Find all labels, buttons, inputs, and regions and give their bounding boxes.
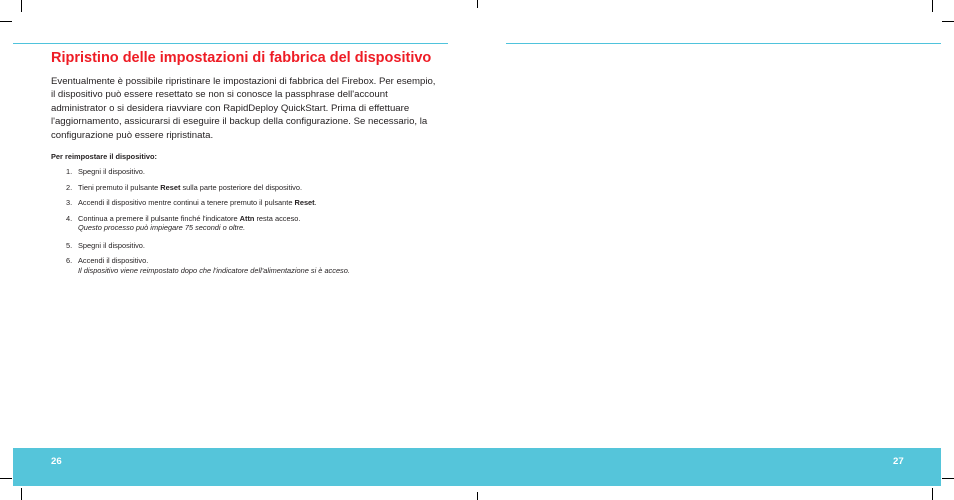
step-note: Questo processo può impiegare 75 secondi o oltre. (78, 223, 246, 233)
crop-mark (942, 478, 954, 479)
step-number: 5. (66, 240, 73, 250)
step-emphasis: Reset (294, 198, 315, 208)
step-note: Il dispositivo viene reimpostato dopo che l'indicatore dell'alimentazione si è acceso. (78, 265, 350, 275)
step-text: Accendi il dispositivo mentre continui a tenere premuto il pulsante (78, 198, 295, 208)
step-4 (51, 214, 436, 233)
step-number: 1. (66, 167, 73, 177)
right-page-number: 27 (893, 456, 904, 467)
step-5 (51, 241, 436, 251)
step-text-end: . (314, 198, 317, 208)
step-text: Spegni il dispositivo. (78, 167, 145, 177)
crop-mark (21, 0, 22, 12)
right-page-top-rule (506, 43, 941, 44)
step-emphasis: Reset (160, 182, 181, 192)
step-2 (51, 183, 436, 193)
left-page-top-rule (13, 43, 448, 44)
steps-list (51, 167, 436, 275)
intro-paragraph: Eventualmente è possibile ripristinare le impostazioni di fabbrica del Firebox. Per esempio, il dispositivo può essere resettato se non si conosce la passphrase dell'account administrator o si desidera riavviare con RapidDeploy QuickStart. Prima di effettuare l'aggiornamento, assicurarsi di eseguire il backup della configurazione. Se necessario, la configurazione può essere ripristinata. (51, 76, 436, 141)
crop-mark (0, 478, 12, 479)
step-text-end: sulla parte posteriore del dispositivo. (180, 182, 303, 192)
step-text: Tieni premuto il pulsante (78, 182, 161, 192)
step-number: 2. (66, 182, 73, 192)
step-text-end: resta acceso. (254, 213, 301, 223)
step-text: Spegni il dispositivo. (78, 240, 145, 250)
crop-mark (932, 0, 933, 12)
step-emphasis: Attn (239, 213, 255, 223)
steps-heading: Per reimpostare il dispositivo: (51, 152, 157, 162)
crop-mark (942, 21, 954, 22)
step-number: 6. (66, 256, 73, 266)
step-number: 3. (66, 198, 73, 208)
step-text: Continua a premere il pulsante finché l'indicatore (78, 213, 240, 223)
crop-mark (932, 488, 933, 500)
crop-mark (477, 0, 478, 8)
crop-mark (0, 21, 12, 22)
footer-band (13, 448, 941, 486)
section-title: Ripristino delle impostazioni di fabbrica del dispositivo (51, 50, 432, 66)
step-3 (51, 198, 436, 208)
step-number: 4. (66, 213, 73, 223)
left-page-content (51, 50, 436, 283)
left-page-number: 26 (51, 456, 62, 467)
step-text: Accendi il dispositivo. (78, 256, 149, 266)
step-6 (51, 256, 436, 275)
crop-mark (21, 488, 22, 500)
step-1 (51, 167, 436, 177)
crop-mark (477, 492, 478, 500)
